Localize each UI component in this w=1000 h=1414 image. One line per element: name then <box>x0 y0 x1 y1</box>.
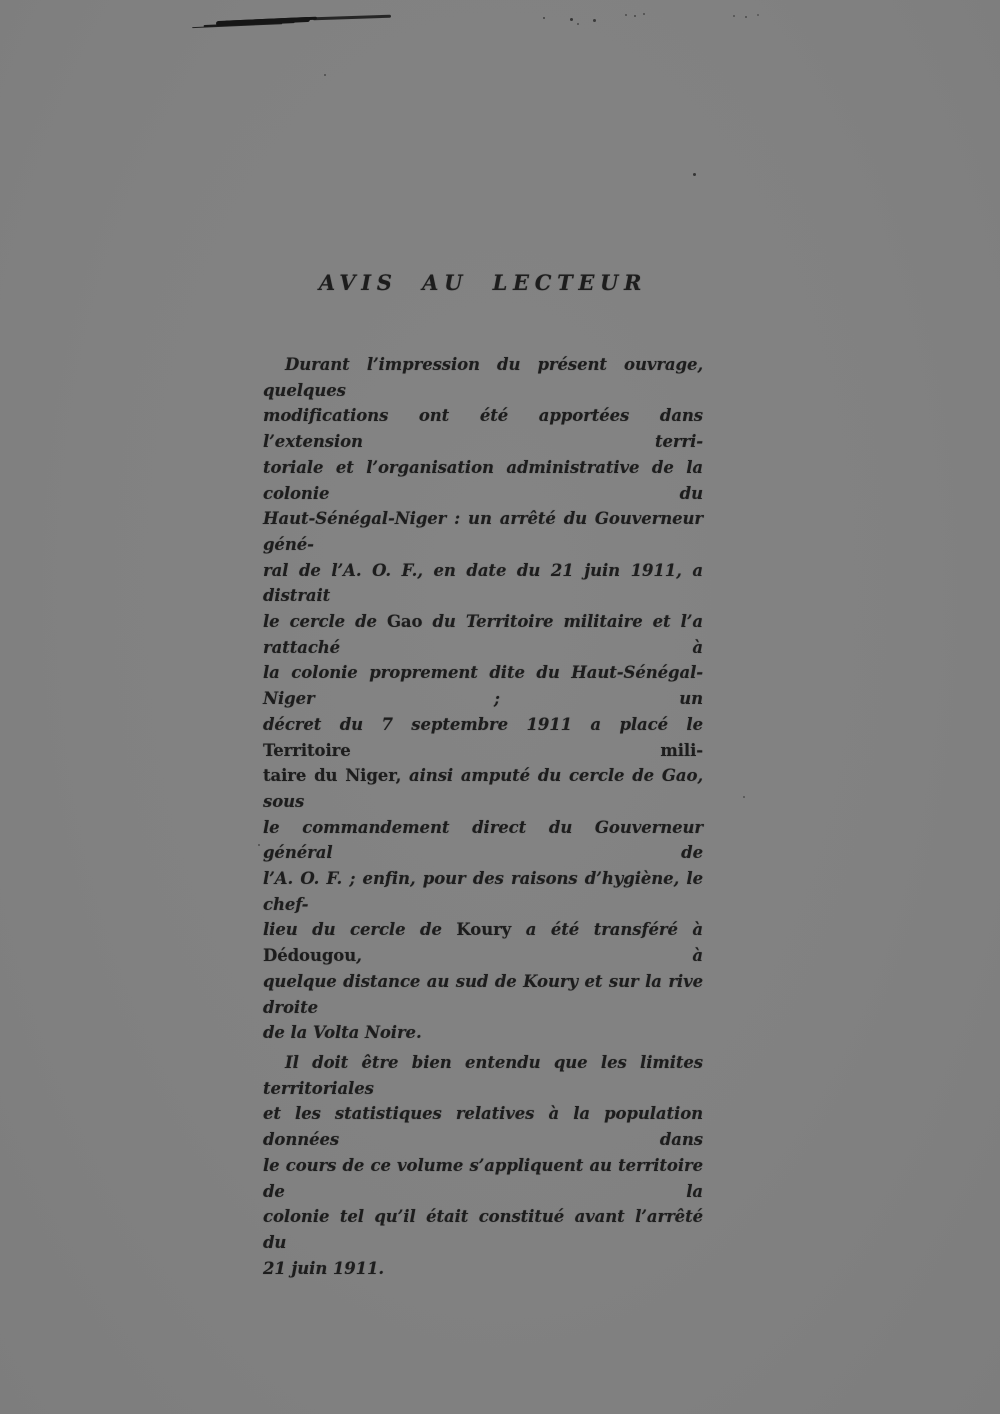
text-segment: le cours de ce volume s’appliquent au territoire de la <box>263 1155 703 1201</box>
text-segment: du Territoire militaire et l’a rattaché à <box>263 612 703 657</box>
paragraph <box>263 1050 703 1281</box>
paragraph <box>263 352 703 1046</box>
text-segment: l’A. O. F. ; enfin, pour des raisons d’hygiène, le chef- <box>263 869 703 914</box>
text-segment: quelque distance au sud de Koury et sur la rive droite <box>263 971 703 1017</box>
scan-smudge-streak <box>216 17 310 26</box>
text-segment: taire du Niger, <box>263 766 402 786</box>
text-line <box>263 352 703 403</box>
text-segment: ral de l’A. O. F., en date du 21 juin 1911, a distrait <box>263 560 703 606</box>
scan-speck <box>693 173 696 176</box>
text-line <box>263 763 703 814</box>
text-segment: 21 juin 1911. <box>263 1258 385 1278</box>
text-segment: modifications ont été apportées dans l’extension terri- <box>263 406 703 452</box>
text-segment: Il doit être bien entendu que les limites territoriales <box>263 1052 703 1098</box>
text-segment: colonie tel qu’il était constitué avant l’arrêté du <box>263 1207 703 1252</box>
text-line <box>263 969 703 1020</box>
scan-speck <box>258 844 260 846</box>
text-segment: le cercle de <box>263 612 387 632</box>
text-segment: de la Volta Noire. <box>263 1023 422 1043</box>
text-line <box>263 712 703 763</box>
text-line <box>263 1153 703 1204</box>
text-line <box>263 1101 703 1152</box>
scan-smudge-dash <box>313 15 391 21</box>
text-segment: a été transféré à <box>511 920 703 940</box>
scan-speck <box>593 19 596 22</box>
scan-speck <box>733 15 735 17</box>
text-segment: Koury <box>456 920 512 940</box>
text-line <box>263 660 703 711</box>
text-line <box>263 866 703 917</box>
text-segment: et les statistiques relatives à la population données dans <box>263 1104 703 1150</box>
text-segment: la colonie proprement dite du Haut-Sénégal-Niger ; un <box>263 663 703 709</box>
text-segment: ainsi amputé du cercle de Gao, sous <box>263 766 703 811</box>
scan-speck <box>577 23 579 25</box>
text-segment: Durant l’impression du présent ouvrage, quelques <box>263 355 703 400</box>
text-line <box>263 917 703 968</box>
scan-speck <box>324 74 326 76</box>
text-line <box>263 558 703 609</box>
text-line <box>263 609 703 660</box>
text-segment: , à <box>356 946 703 966</box>
text-line <box>263 1204 703 1255</box>
scan-speck <box>543 17 545 19</box>
text-segment: Dédougou <box>263 946 357 966</box>
scan-speck <box>743 796 745 798</box>
text-line <box>263 1020 703 1046</box>
page-title: AVIS AU LECTEUR <box>318 270 648 295</box>
scan-speck <box>745 16 747 18</box>
text-segment: Haut-Sénégal-Niger : un arrêté du Gouverneur géné- <box>263 509 703 554</box>
text-line <box>263 506 703 557</box>
scan-speck <box>570 18 573 21</box>
text-segment: Territoire mili- <box>263 740 703 760</box>
text-line <box>263 403 703 454</box>
text-segment: toriale et l’organisation administrative de la colonie du <box>263 457 703 503</box>
text-line <box>263 455 703 506</box>
scan-speck <box>625 14 627 16</box>
body-text <box>263 352 703 1281</box>
scan-speck <box>634 15 636 17</box>
text-segment: décret du 7 septembre 1911 a placé le <box>263 714 703 734</box>
text-segment: le commandement direct du Gouverneur général de <box>263 817 703 863</box>
text-segment: lieu du cercle de <box>263 920 457 940</box>
text-line <box>263 1256 703 1282</box>
scan-speck <box>757 14 759 16</box>
text-line <box>263 1050 703 1101</box>
scan-speck <box>643 13 645 15</box>
text-line <box>263 815 703 866</box>
text-segment: Gao <box>386 612 423 632</box>
